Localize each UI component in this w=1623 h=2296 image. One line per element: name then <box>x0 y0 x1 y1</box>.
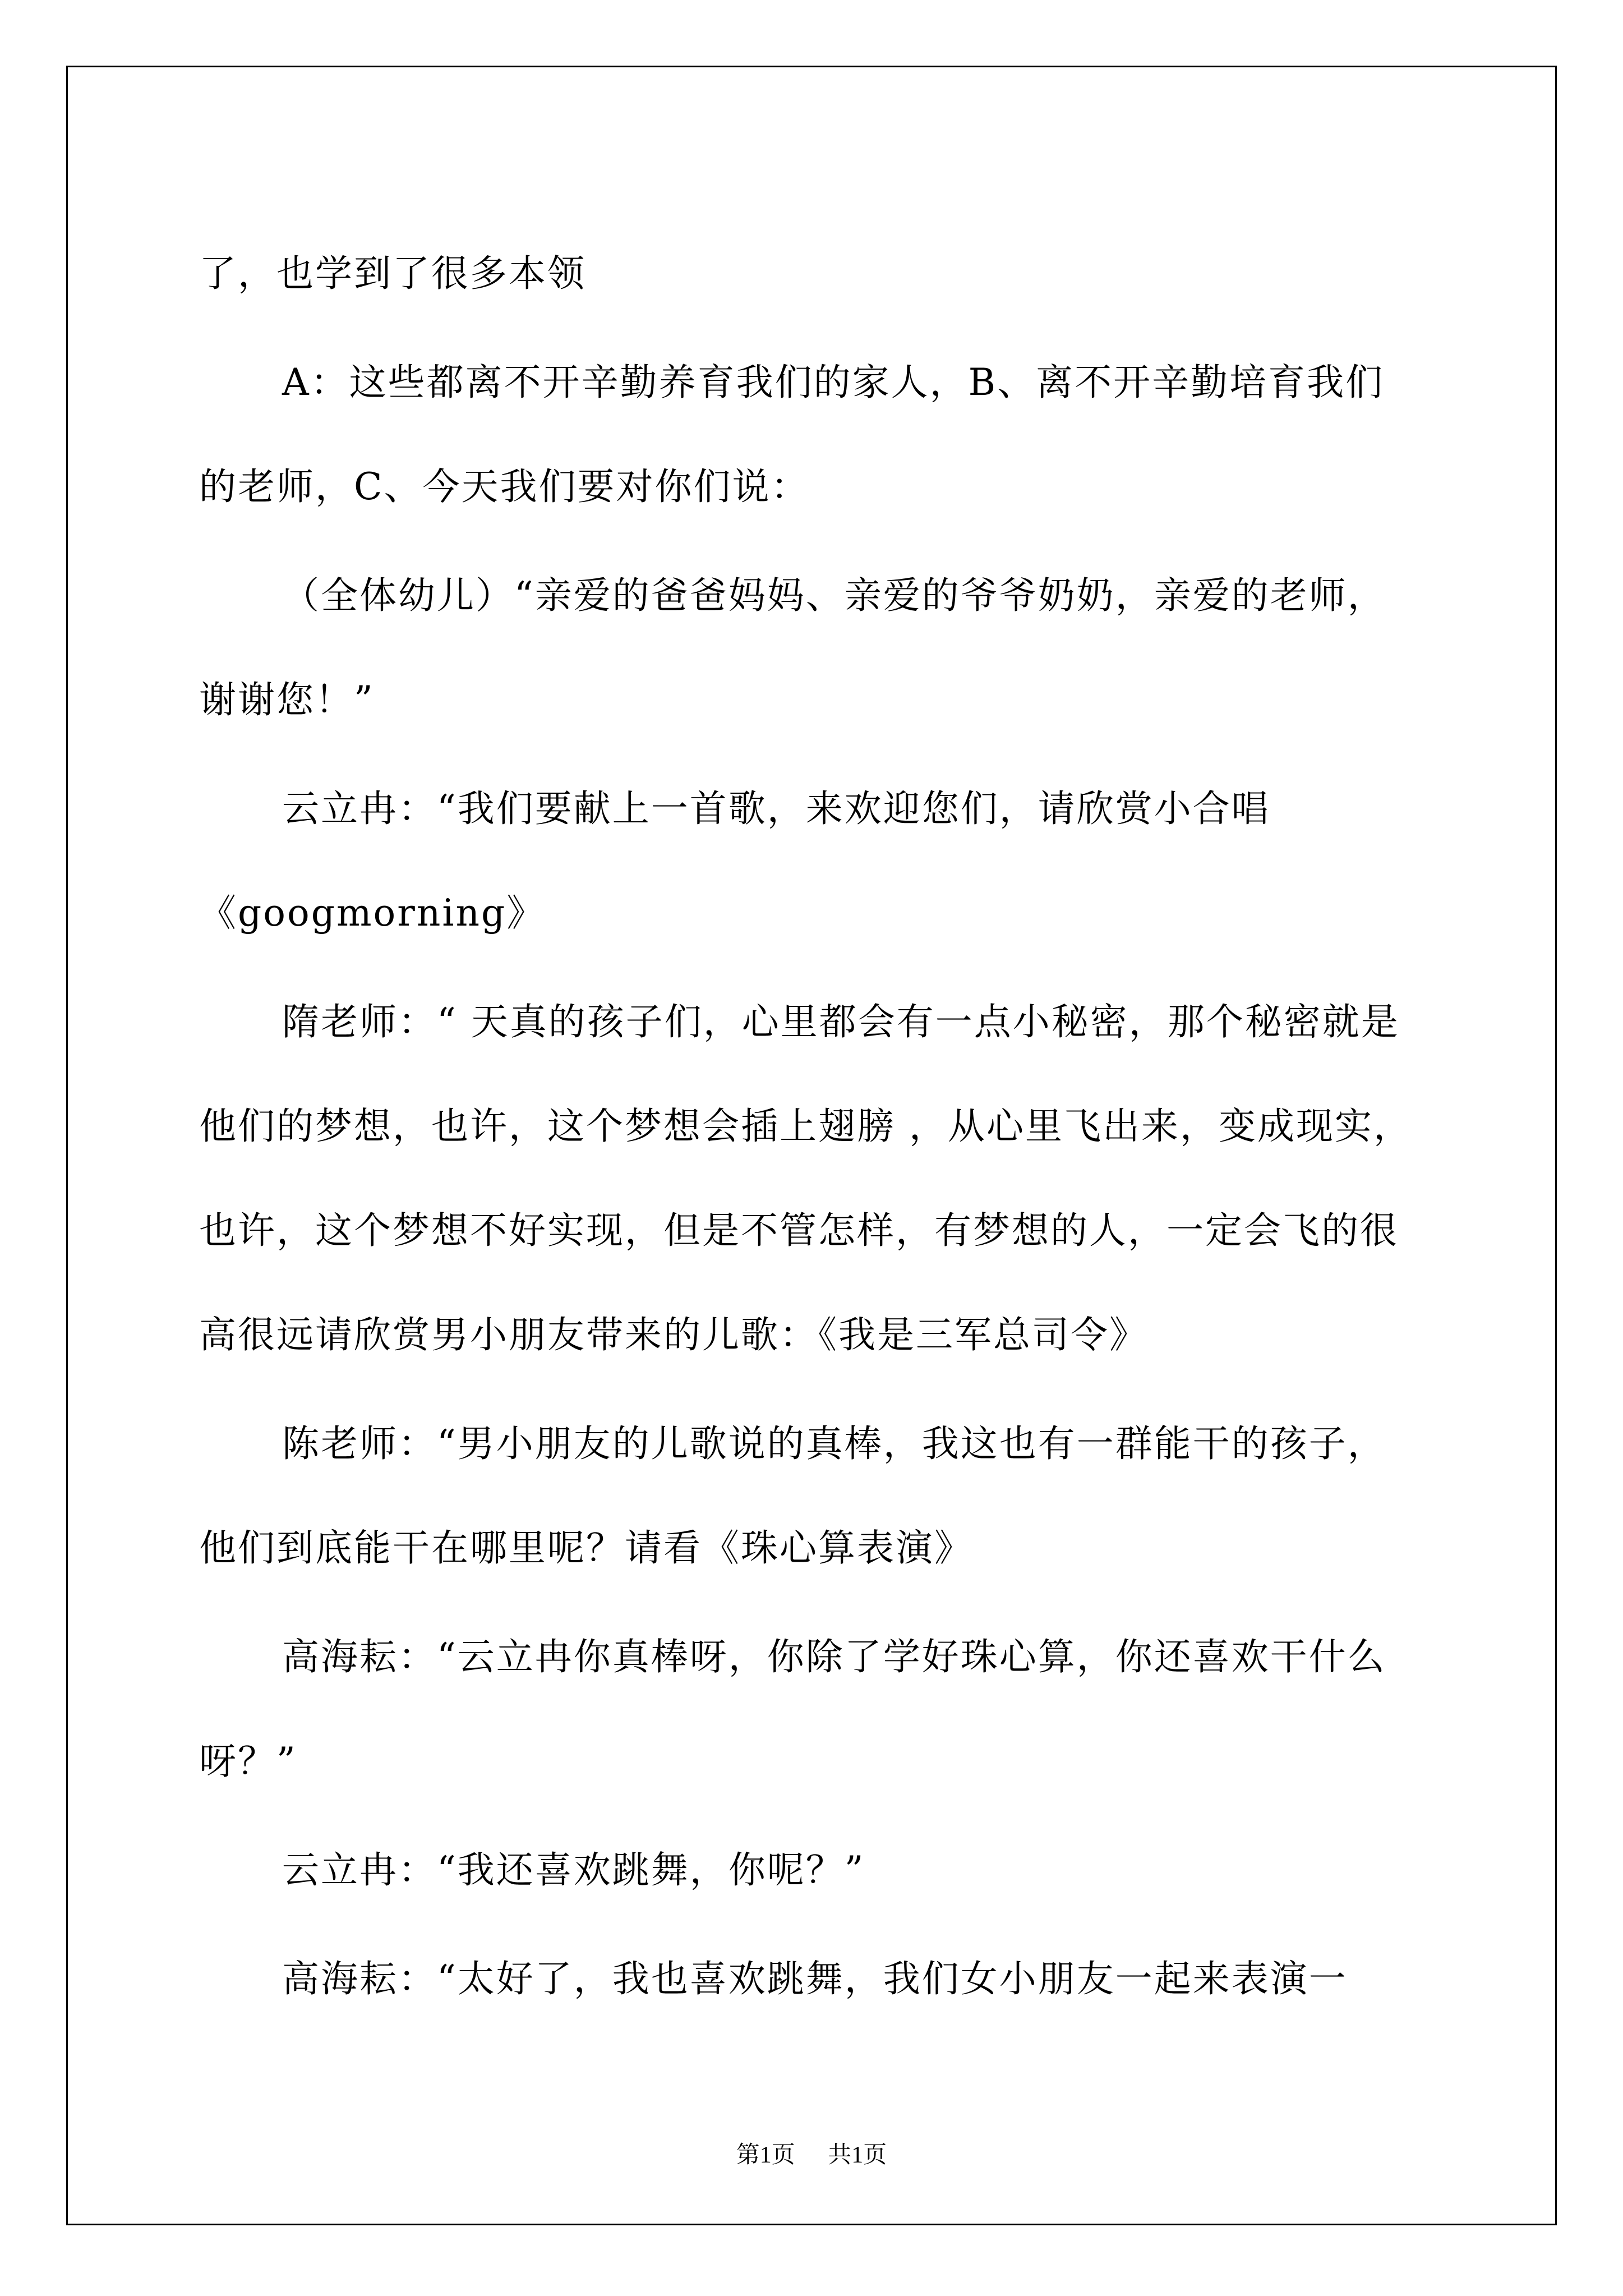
paragraph-8: 云立冉：“我还喜欢跳舞，你呢？” <box>282 1848 865 1892</box>
paragraph-1: 了，也学到了很多本领 <box>199 252 586 295</box>
page-number-current: 第1页 <box>736 2142 795 2168</box>
paragraph-9: 高海耘：“太好了，我也喜欢跳舞，我们女小朋友一起来表演一 <box>282 1957 1348 2000</box>
page-number-total: 共1页 <box>828 2142 887 2168</box>
paragraph-4: 云立冉：“我们要献上一首歌，来欢迎您们，请欣赏小合唱《googmorning》 <box>199 787 1270 935</box>
paragraph-2: A：这些都离不开辛勤养育我们的家人，B、离不开辛勤培育我们的老师，C、今天我们要对你们说： <box>199 361 1385 508</box>
paragraph-7: 高海耘：“云立冉你真棒呀，你除了学好珠心算，你还喜欢干什么呀？” <box>199 1635 1386 1783</box>
paragraph-3: （全体幼儿）“亲爱的爸爸妈妈、亲爱的爷爷奶奶，亲爱的老师，谢谢您！” <box>199 574 1386 721</box>
paragraph-6: 陈老师：“男小朋友的儿歌说的真棒，我这也有一群能干的孩子，他们到底能干在哪里呢？请看《珠心算表演》 <box>199 1422 1386 1570</box>
page-footer <box>0 2136 1623 2170</box>
paragraph-5: 隋老师：“ 天真的孩子们，心里都会有一点小秘密，那个秘密就是他们的梦想，也许，这个梦想会插上翅膀 ，从心里飞出来，变成现实，也许，这个梦想不好实现，但是不管怎样，有梦想的人，一定会飞的很高很远请欣赏男小朋友带来的儿歌：《我是三军总司令》 <box>199 1000 1412 1356</box>
document-body <box>199 222 1422 2036</box>
